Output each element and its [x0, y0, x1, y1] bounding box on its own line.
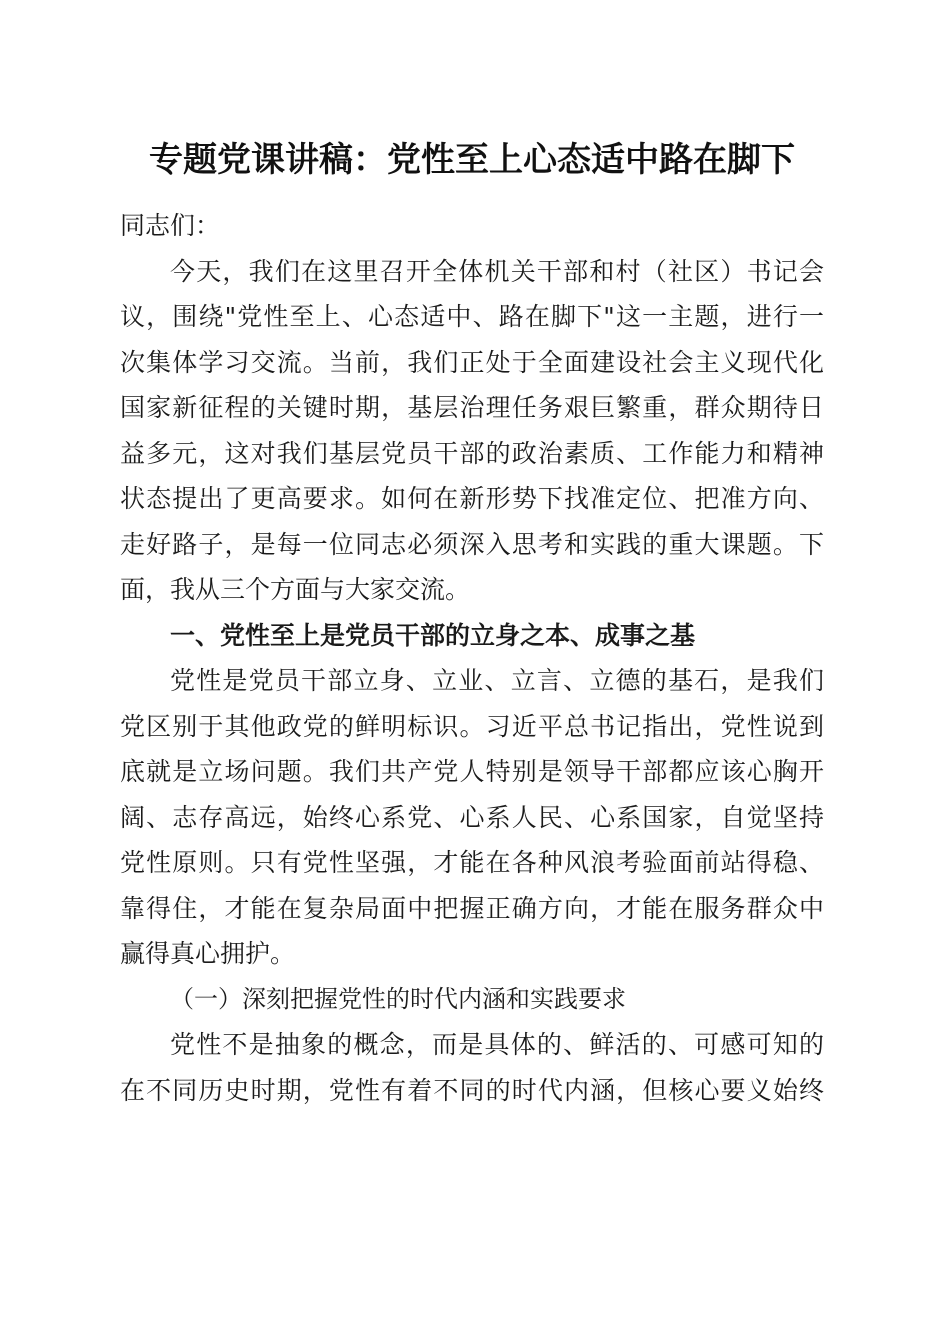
- document-title: 专题党课讲稿：党性至上心态适中路在脚下: [149, 140, 795, 180]
- paragraph-line: 党区别于其他政党的鲜明标识。习近平总书记指出，党性说到: [120, 711, 824, 741]
- paragraph-line: 底就是立场问题。我们共产党人特别是领导干部都应该心胸开: [120, 757, 824, 786]
- paragraph-line: 在不同历史时期，党性有着不同的时代内涵，但核心要义始终: [120, 1075, 824, 1105]
- paragraph-line: 议，围绕"党性至上、心态适中、路在脚下"这一主题，进行一: [120, 302, 824, 331]
- paragraph-line: 党性原则。只有党性坚强，才能在各种风浪考验面前站得稳、: [120, 848, 824, 877]
- paragraph-line: 面，我从三个方面与大家交流。: [120, 575, 471, 604]
- paragraph-line: 阔、志存高远，始终心系党、心系人民、心系国家，自觉坚持: [120, 802, 824, 832]
- paragraph-line: 次集体学习交流。当前，我们正处于全面建设社会主义现代化: [120, 347, 824, 377]
- paragraph-line: 益多元，这对我们基层党员干部的政治素质、工作能力和精神: [120, 438, 824, 468]
- paragraph-line: 走好路子，是每一位同志必须深入思考和实践的重大课题。下: [120, 529, 824, 559]
- document-body: [120, 203, 824, 1113]
- paragraph-line: 党性不是抽象的概念，而是具体的、鲜活的、可感可知的: [170, 1030, 824, 1059]
- paragraph-line: 今天，我们在这里召开全体机关干部和村（社区）书记会: [170, 256, 824, 286]
- section-heading-2: （一）深刻把握党性的时代内涵和实践要求: [170, 984, 626, 1013]
- salutation: 同志们：: [120, 211, 221, 240]
- paragraph-line: 状态提出了更高要求。如何在新形势下找准定位、把准方向、: [120, 484, 824, 513]
- section-heading-1: 一、党性至上是党员干部的立身之本、成事之基: [170, 620, 696, 650]
- paragraph-line: 党性是党员干部立身、立业、立言、立德的基石，是我们: [170, 666, 824, 695]
- paragraph-line: 赢得真心拥护。: [120, 939, 296, 968]
- paragraph-line: 靠得住，才能在复杂局面中把握正确方向，才能在服务群众中: [120, 893, 824, 923]
- paragraph-line: 国家新征程的关键时期，基层治理任务艰巨繁重，群众期待日: [120, 393, 824, 422]
